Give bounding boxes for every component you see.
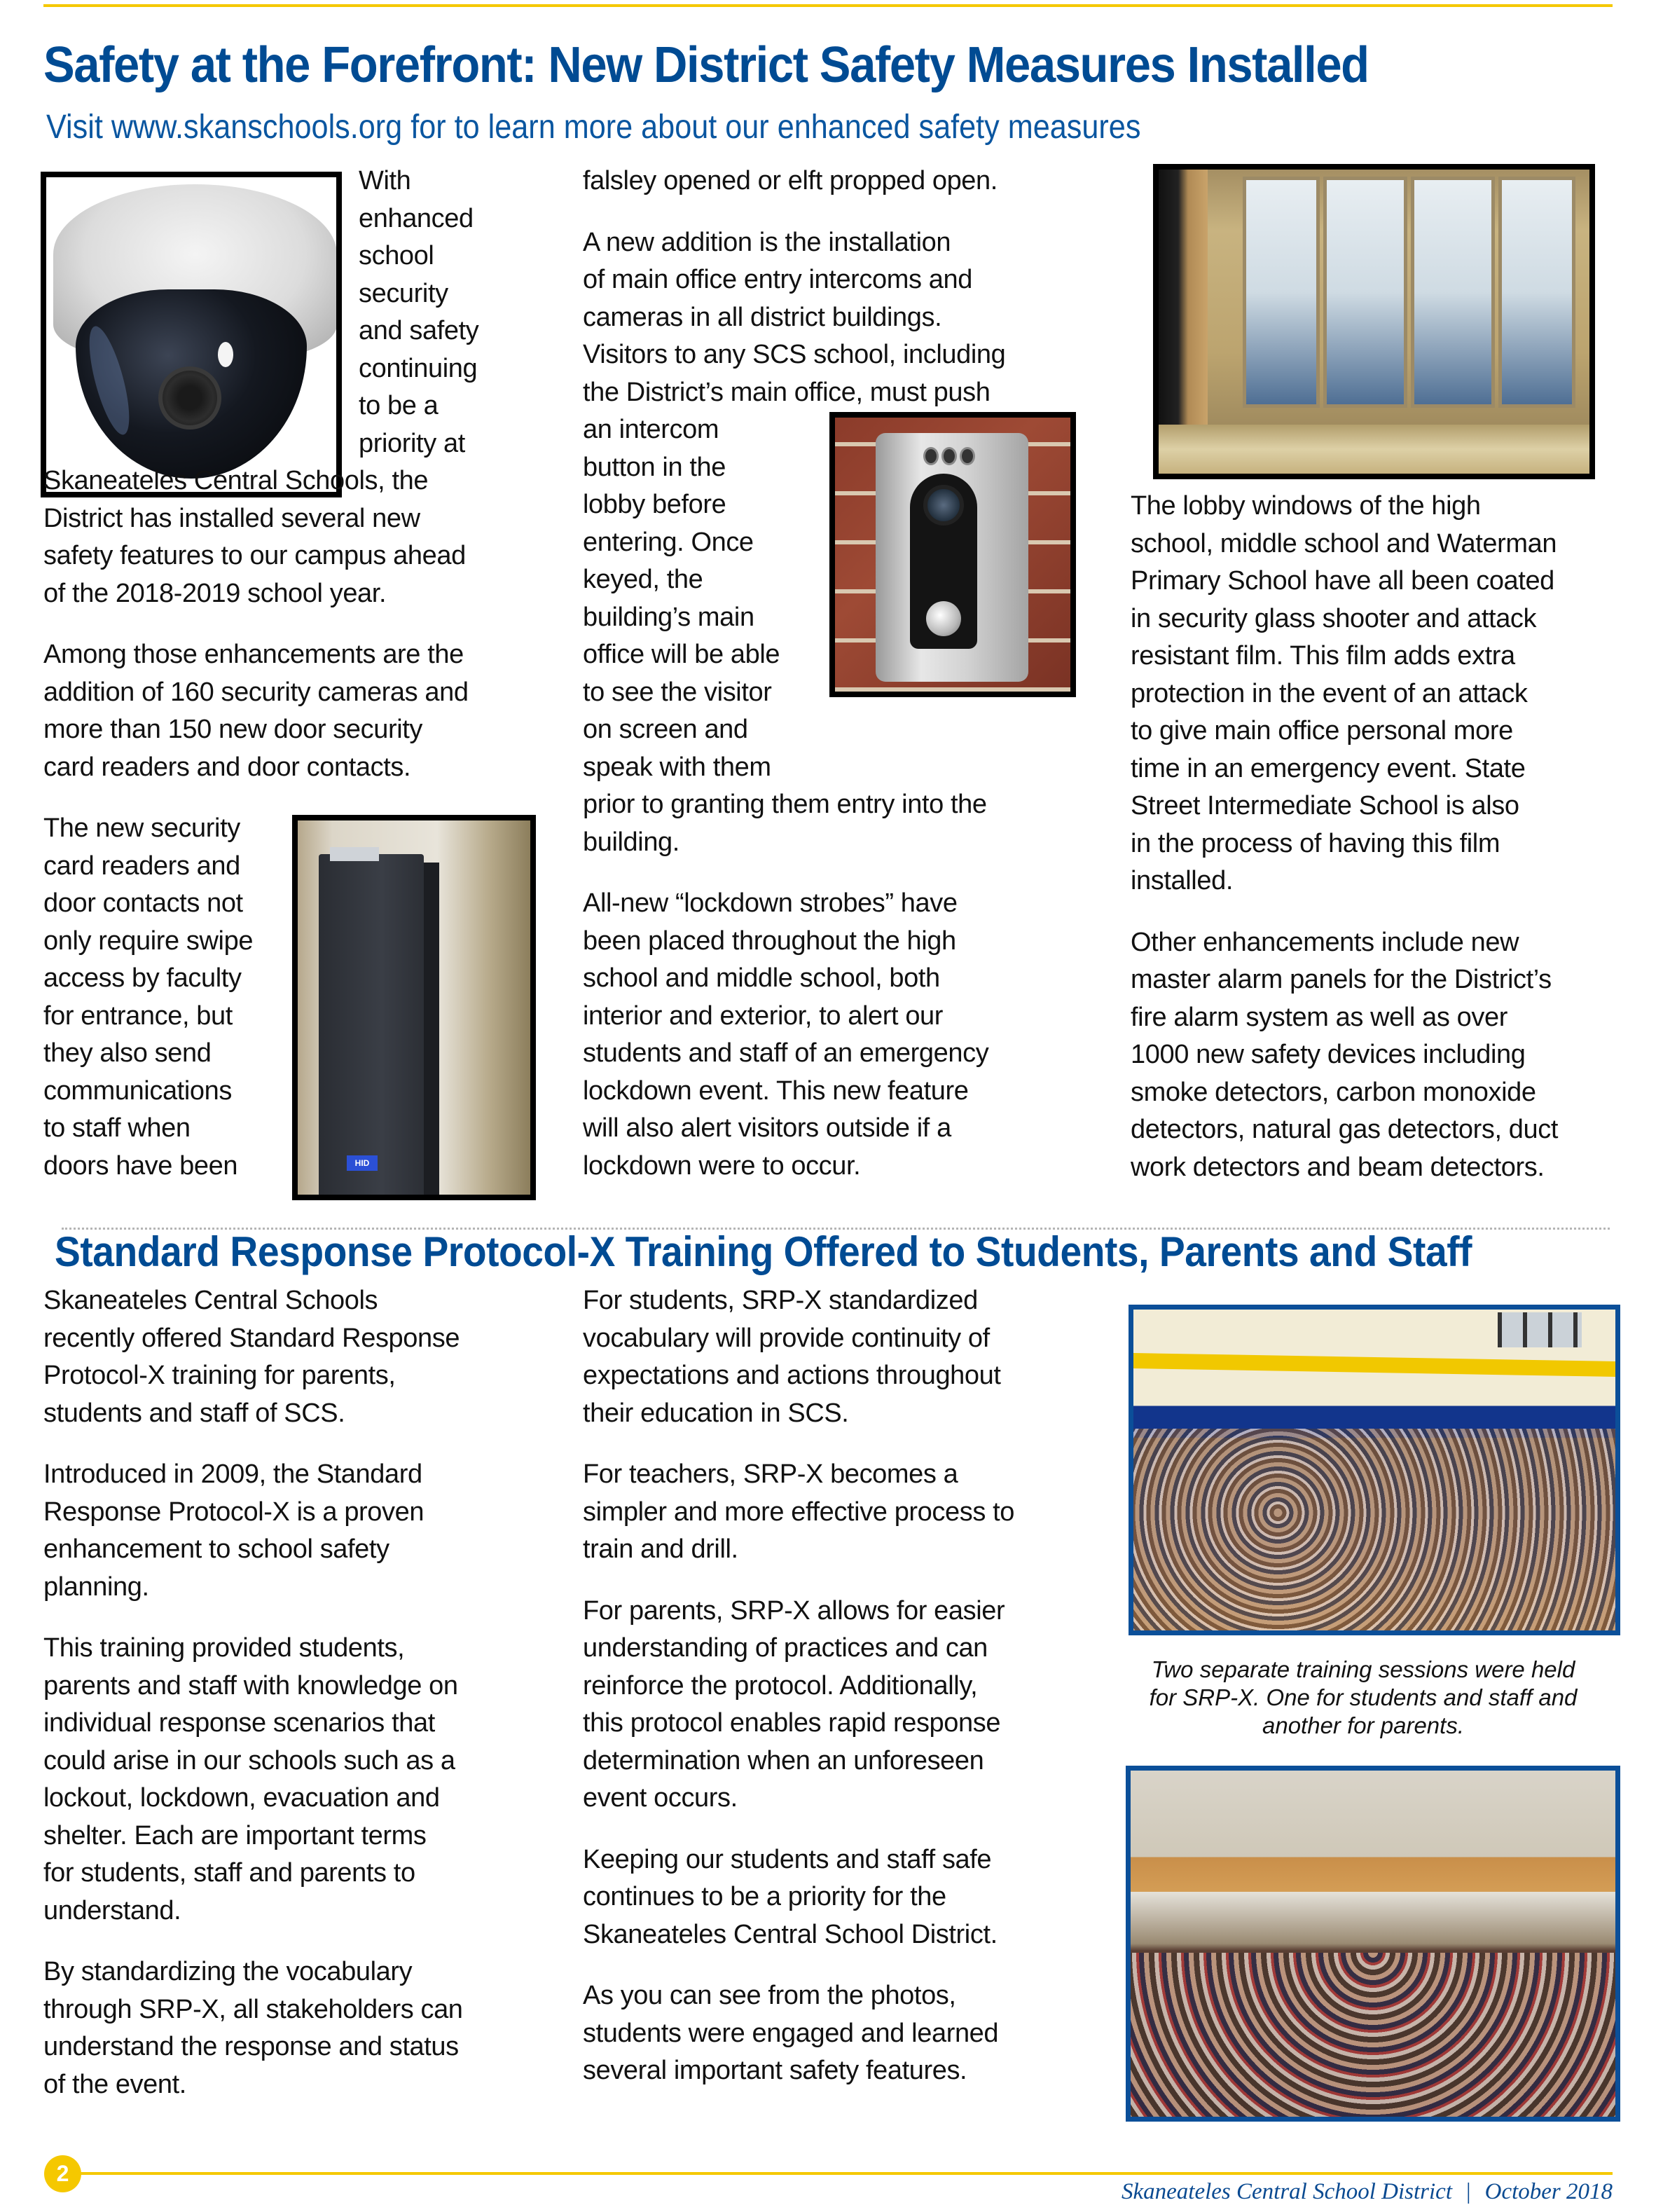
auditorium-training-photo <box>1126 1766 1620 2122</box>
camera-lens-icon <box>158 366 221 430</box>
security-camera-image <box>41 172 342 497</box>
photo-caption: Two separate training sessions were held for SRP-X. One for students and staff and another for parents. <box>1149 1656 1578 1738</box>
footer-date: October 2018 <box>1484 2179 1613 2204</box>
footer-publication <box>1122 2179 1613 2205</box>
s2-col1-p3: This training provided students, parents and staff with knowledge on individual response scenarios that could arise in our schools such as a lockout, lockdown, evacuation and shelter. Each are important terms for students, staff and parents to understand. <box>43 1633 458 1925</box>
s1-col2-p1: falsley opened or elft propped open. <box>583 166 998 195</box>
s2-col1-p1: Skaneateles Central Schools recently offered Standard Response Protocol-X training for parents, students and staff of SCS. <box>43 1286 460 1428</box>
s1-col3-p2: Other enhancements include new master alarm panels for the District’s fire alarm system as well as over 1000 new safety devices including smoke detectors, carbon monoxide detectors, natural gas detectors, duct work detectors and beam detectors. <box>1131 927 1559 1182</box>
s1-col2-p2: A new addition is the installation of main office entry intercoms and cameras in all district buildings. Visitors to any SCS school, including the District’s main office, must push an intercom button in the lobby before entering. Once keyed, the building’s main office will be able to see the visitor on screen and speak with them prior to granting them entry into the building. <box>583 227 1006 857</box>
s2-col2-p3: For parents, SRP-X allows for easier understanding of practices and can reinforce the protocol. Additionally, this protocol enables rapid response determination when an unforeseen event occurs. <box>583 1595 1005 1813</box>
footer-rule <box>77 2172 1613 2175</box>
s2-col1 <box>43 1282 463 2127</box>
s2-col2-p1: For students, SRP-X standardized vocabulary will provide continuity of expectations and actions throughout their education in SCS. <box>583 1286 1001 1428</box>
page-number-badge: 2 <box>44 2155 81 2192</box>
footer-separator: | <box>1466 2179 1471 2204</box>
s2-col2 <box>583 1282 1014 2114</box>
s2-col2-p2: For teachers, SRP-X becomes a simpler and more effective process to train and drill. <box>583 1459 1015 1564</box>
s2-col1-p4: By standardizing the vocabulary through SRP-X, all stakeholders can understand the response and status of the event. <box>43 1957 463 2099</box>
section2-title: Standard Response Protocol-X Training Offered to Students, Parents and Staff <box>55 1228 1472 1275</box>
s1-col2-p3: All-new “lockdown strobes” have been placed throughout the high school and middle school, both interior and exterior, to alert our students and staff of an emergency lockdown event. This new feature will also alert visitors outside if a lockdown were to occur. <box>583 888 989 1181</box>
s2-col2-p5: As you can see from the photos, students were engaged and learned several important safety features. <box>583 1981 999 2085</box>
card-reader-icon <box>319 854 424 1200</box>
s1-col3 <box>1131 488 1558 1210</box>
intercom-image <box>829 412 1076 697</box>
intercom-button-icon <box>926 601 961 636</box>
lobby-doors-image <box>1153 164 1595 479</box>
s1-col1-p3: The new security card readers and door contacts not only require swipe access by faculty for entrance, but they also send communications to staff when doors have been <box>43 813 254 1181</box>
page-subtitle: Visit www.skanschools.org for to learn more about our enhanced safety measures <box>46 109 1141 146</box>
intercom-camera-icon <box>923 485 964 525</box>
footer-district: Skaneateles Central School District <box>1121 2179 1452 2204</box>
hid-logo-icon: HID <box>347 1155 378 1171</box>
page-title: Safety at the Forefront: New District Safety Measures Installed <box>43 37 1369 93</box>
card-reader-image <box>292 815 536 1200</box>
s2-col2-p4: Keeping our students and staff safe continues to be a priority for the Skaneateles Central School District. <box>583 1844 998 1949</box>
gym-training-photo <box>1129 1305 1620 1635</box>
top-rule <box>43 4 1613 7</box>
s1-col1-wrap: With enhanced school security and safety continuing to be a priority at <box>359 166 479 458</box>
s1-col1-p2: Among those enhancements are the addition of 160 security cameras and more than 150 new door security card readers and door contacts. <box>43 640 469 782</box>
s1-col1-p1: Skaneateles Central Schools, the District has installed several new safety features to our campus ahead of the 2018-2019 school year. <box>43 466 466 608</box>
s2-col1-p2: Introduced in 2009, the Standard Response Protocol-X is a proven enhancement to school safety planning. <box>43 1459 425 1602</box>
s1-col3-p1: The lobby windows of the high school, middle school and Waterman Primary School have all been coated in security glass shooter and attack resistant film. This film adds extra protection in the event of an attack to give main office personal more time in an emergency event. State Street Intermediate School is also in the process of having this film installed. <box>1131 491 1557 895</box>
